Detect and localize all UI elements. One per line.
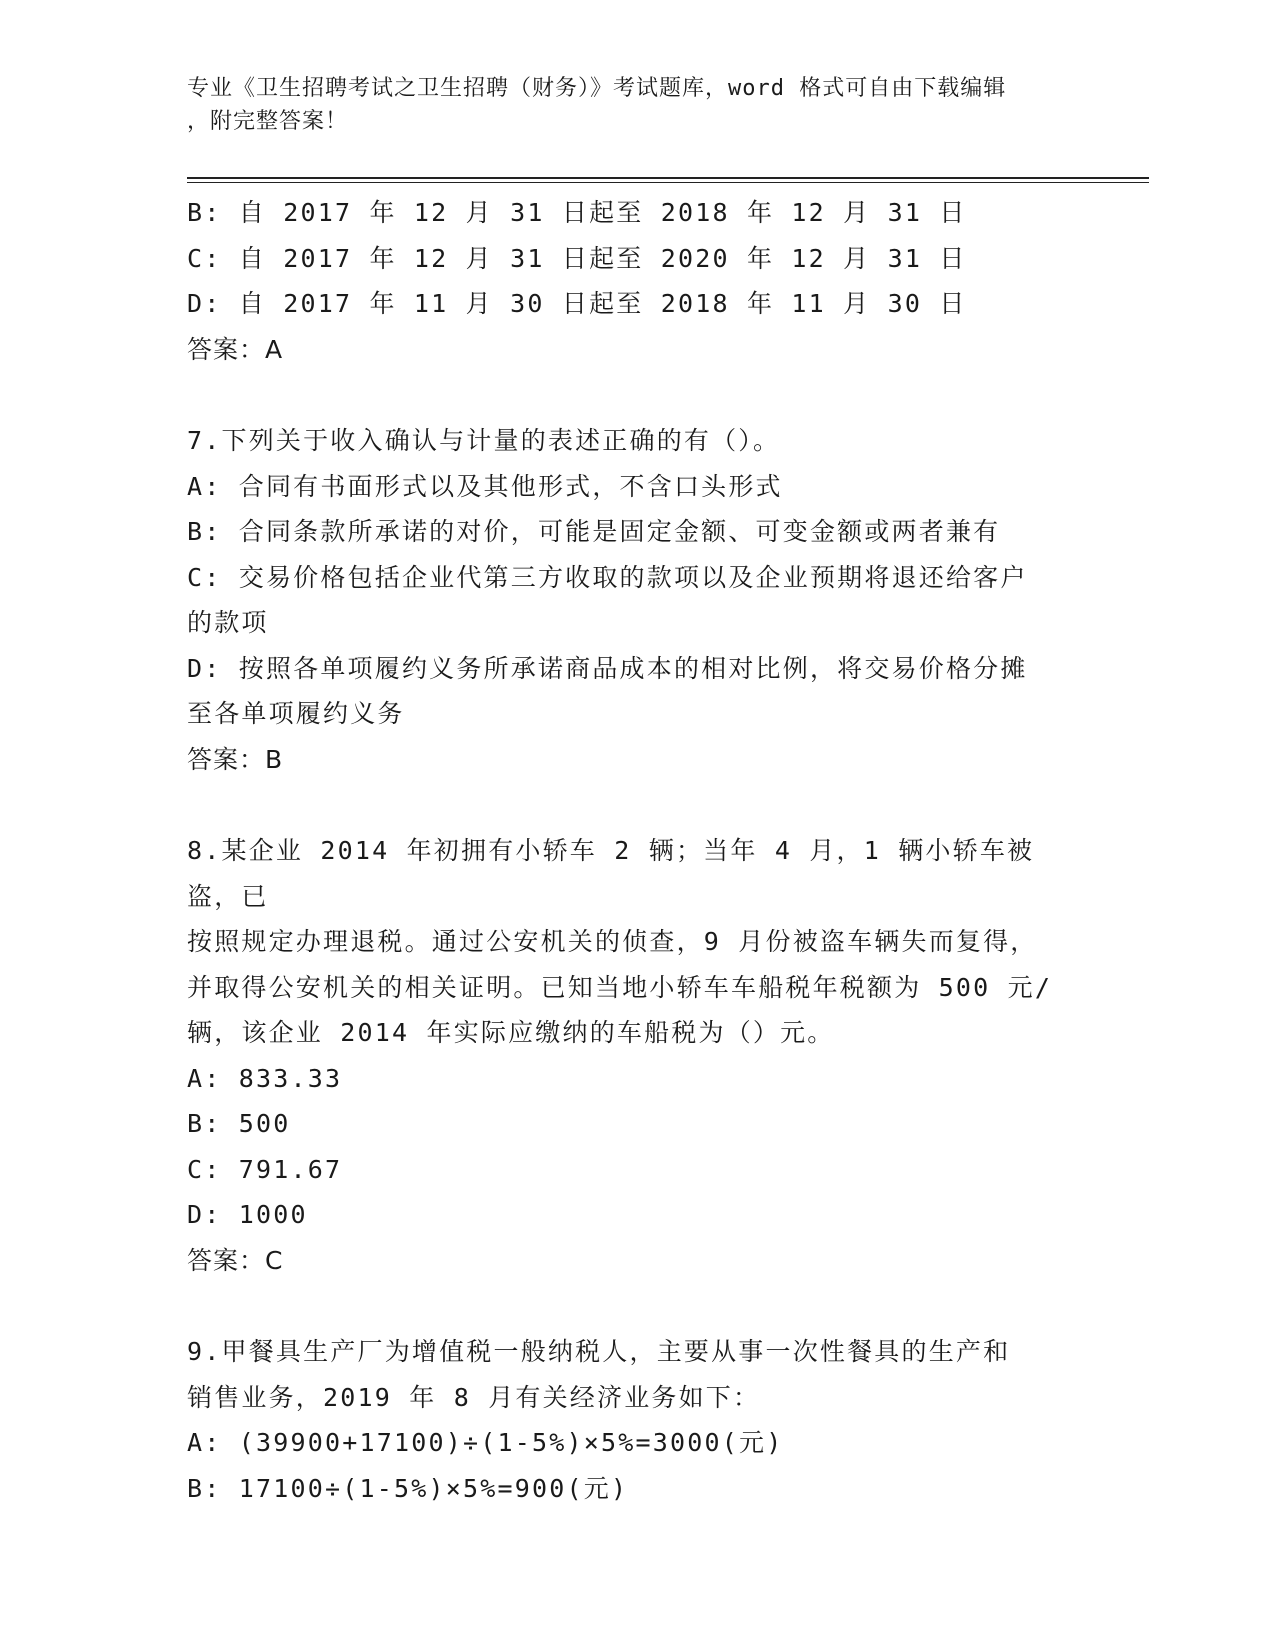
spacer xyxy=(187,372,1087,418)
q7-stem: 7.下列关于收入确认与计量的表述正确的有（）。 xyxy=(187,426,781,455)
q8-option-d: D: 1000 xyxy=(187,1200,308,1229)
q6-option-c: C: 自 2017 年 12 月 31 日起至 2020 年 12 月 31 日 xyxy=(187,243,967,273)
page-header xyxy=(187,72,1067,138)
header-title-line1: 专业《卫生招聘考试之卫生招聘（财务）》考试题库，word 格式可自由下载编辑 xyxy=(187,76,1007,101)
q8-stem-line3: 并取得公安机关的相关证明。已知当地小轿车车船税年税额为 500 元/ xyxy=(187,972,1053,1002)
q6-option-b: B: 自 2017 年 12 月 31 日起至 2018 年 12 月 31 日 xyxy=(187,198,967,227)
q7-option-b: B: 合同条款所承诺的对价，可能是固定金额、可变金额或两者兼有 xyxy=(187,517,1001,546)
q7-option-d: D: 按照各单项履约义务所承诺商品成本的相对比例，将交易价格分摊 xyxy=(187,653,1028,683)
q8-stem-line1: 8.某企业 2014 年初拥有小轿车 2 辆；当年 4 月，1 辆小轿车被盗，已 xyxy=(187,836,1035,911)
q6-option-d: D: 自 2017 年 11 月 30 日起至 2018 年 11 月 30 日 xyxy=(187,289,967,318)
q7-option-d-cont: 至各单项履约义务 xyxy=(187,699,405,728)
q7-answer: 答案：B xyxy=(187,744,284,774)
q8-option-a: A: 833.33 xyxy=(187,1063,343,1093)
q9-stem-line2: 销售业务，2019 年 8 月有关经济业务如下： xyxy=(187,1382,761,1412)
q7-option-c: C: 交易价格包括企业代第三方收取的款项以及企业预期将退还给客户 xyxy=(187,562,1028,592)
q9-stem-line1: 9.甲餐具生产厂为增值税一般纳税人，主要从事一次性餐具的生产和 xyxy=(187,1337,1011,1366)
q8-stem-line4: 辆，该企业 2014 年实际应缴纳的车船税为（）元。 xyxy=(187,1018,835,1047)
q8-stem-line2: 按照规定办理退税。通过公安机关的侦查，9 月份被盗车辆失而复得， xyxy=(187,927,1038,956)
q7-option-a: A: 合同有书面形式以及其他形式，不含口头形式 xyxy=(187,471,783,501)
header-divider-thick xyxy=(187,177,1149,179)
q8-option-b: B: 500 xyxy=(187,1109,291,1138)
question-content xyxy=(187,190,1087,1511)
header-title-line2: ，附完整答案！ xyxy=(187,109,349,134)
q6-answer: 答案：A xyxy=(187,334,284,364)
q8-option-c: C: 791.67 xyxy=(187,1154,343,1184)
q7-option-c-cont: 的款项 xyxy=(187,608,269,637)
header-divider-thin xyxy=(187,182,1149,183)
q9-option-a: A: (39900+17100)÷(1-5%)×5%=3000(元) xyxy=(187,1428,784,1457)
spacer xyxy=(187,782,1087,828)
spacer xyxy=(187,1283,1087,1329)
q9-option-b: B: 17100÷(1-5%)×5%=900(元) xyxy=(187,1473,629,1503)
q8-answer: 答案：C xyxy=(187,1245,284,1275)
